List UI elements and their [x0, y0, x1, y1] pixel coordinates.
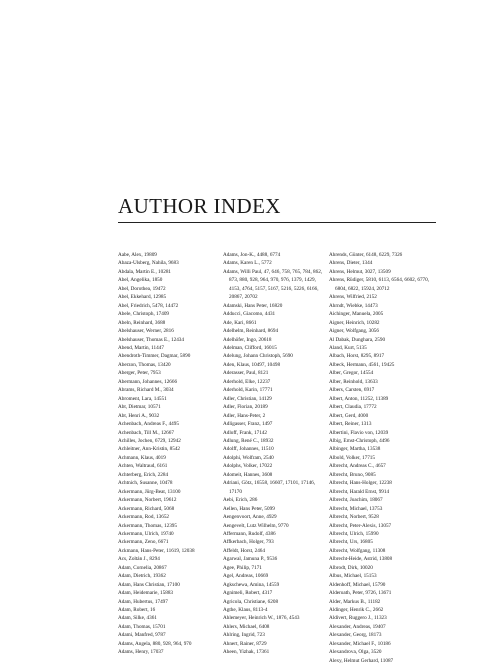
index-entry: Abel, Ekkehard, 12985	[118, 294, 167, 301]
index-entry: Affkerbach, Holger, 793	[223, 539, 274, 546]
index-entry: Aellen, Hans Peter, 5099	[223, 505, 275, 512]
index-entry: Ahrens, Rüdiger, 5810, 6113, 6564, 6602, 6770, 6804, 6822, 15924, 20712	[329, 277, 430, 292]
index-entry: Albert, Reiner, 1313	[329, 421, 372, 428]
index-entry: Abelshauser, Werner, 2816	[118, 328, 174, 335]
index-entry: Agricola, Christiane, 6208	[223, 598, 279, 605]
index-entry: Adloff, Frank, 17142	[223, 429, 267, 436]
index-entry: Alber, Reinhold, 13633	[329, 378, 378, 385]
index-entry: Adam, Hubertus, 17497	[118, 598, 168, 605]
index-entry: Adams, Jon-K., 4488, 6774	[223, 252, 281, 258]
index-entry: Adam, Heidemarie, 15883	[118, 590, 174, 597]
index-entry: Albrecht, Hans-Holger, 12238	[329, 480, 392, 487]
index-entry: Ackermann, Ulrich, 19740	[118, 530, 174, 537]
index-entry: Aichinger, Manuela, 2005	[329, 311, 384, 318]
index-entry: Albert, Claudia, 17772	[329, 404, 377, 411]
index-entry: Ackermann, Richard, 5068	[118, 505, 175, 512]
index-entry: Abelshauser, Thomas E., 12434	[118, 336, 184, 343]
index-entry: Adolphs, Volker, 17022	[223, 463, 273, 470]
index-entry: Aigner, Heinrich, 10282	[329, 319, 380, 326]
index-entry: Aengenvoort, Anne, 4929	[223, 514, 277, 521]
index-entry: Abdala, Martin E., 10281	[118, 268, 172, 275]
index-entry: Abroment, Lara, 14551	[118, 395, 167, 402]
index-entry: Ahrends, Günter, 6148, 6229, 7326	[329, 252, 403, 258]
index-entry: Alber, Gregor, 14554	[329, 370, 374, 377]
index-entry: Adler, Florian, 20189	[223, 404, 268, 411]
index-entry: Albrodt, Dirk, 10020	[329, 564, 373, 571]
index-entry: Al Dabak, Dunghara, 2590	[329, 336, 386, 343]
index-entry: Alexy, Helmut Gerhard, 11087	[329, 657, 394, 664]
index-entry: Adam, Thomas, 15701	[118, 623, 166, 630]
index-entry: Abaza-Ulsberg, Nahila, 9683	[118, 260, 179, 267]
index-column-2	[223, 251, 325, 657]
index-entry: Aland, Kurt, 5135	[329, 344, 367, 351]
index-entry: Adam, Cornelia, 20867	[118, 564, 167, 571]
index-entry: Aberger, Peter, 7953	[118, 370, 161, 377]
index-entry: Abt, Henri A., 9032	[118, 412, 160, 419]
index-entry: Abrams, Richard M., 3034	[118, 387, 174, 394]
index-entry: Aheen, Yizhak, 17361	[223, 649, 270, 656]
index-entry: Achleitner, Ann-Kristin, 8542	[118, 446, 181, 453]
index-entry: Adam, Silke, 4361	[118, 615, 157, 622]
index-entry: Agarwal, Jamuna P., 9536	[223, 556, 278, 563]
index-entry: Aengevelt, Lutz Wilhelm, 9770	[223, 522, 289, 529]
index-entry: Adligasser, Franz, 1497	[223, 421, 273, 428]
index-entry: Albold, Volker, 17715	[329, 454, 375, 461]
index-entry: Achtnich, Susanne, 10478	[118, 480, 173, 487]
index-entry: Achmann, Klaus, 4019	[118, 454, 166, 461]
index-entry: Agkschewa, Amina, 14559	[223, 581, 280, 588]
index-entry: Achten, Waltraud, 6161	[118, 463, 168, 470]
index-entry: Albrecht, Urs, 16805	[329, 539, 373, 546]
index-entry: Aigner, Wolfgang, 3056	[329, 328, 379, 335]
index-entry: Ahlers, Michael, 6408	[223, 623, 270, 630]
title-rule	[118, 222, 436, 223]
index-entry: Ahrens, Wilfried, 2152	[329, 294, 377, 301]
index-entry: Achenbach, Till M., 12667	[118, 429, 174, 436]
index-entry: Ahnert, Rainer, 8729	[223, 640, 267, 647]
index-entry: Aderhold, Elke, 12237	[223, 378, 271, 385]
index-entry: Aberzon, Thomas, 13420	[118, 361, 171, 368]
index-entry: Aldenhoff, Michael, 15790	[329, 581, 386, 588]
index-entry: Adelman, Clifford, 16015	[223, 344, 277, 351]
index-entry: Adams, Willi Paul, 47, 646, 758, 765, 784, 862, 873, 880, 928, 964, 970, 976, 1379, 1429, 4153, 4764, 5157, 5167, 5216, 5226, 6166, 20867, 20702	[223, 268, 323, 301]
index-entry: Albert, Gerd, 4000	[329, 412, 369, 419]
index-entry: Adams, Angela, 880, 928, 964, 970	[118, 640, 192, 647]
index-entry: Aderhold, Karin, 17771	[223, 387, 273, 394]
index-entry: Agthe, Klaus, 8113-4	[223, 607, 268, 614]
index-entry: Adam, Robert, 16	[118, 607, 156, 614]
index-entry: Adriani, Götz, 16558, 16607, 17101, 17146, 17170	[223, 480, 316, 495]
index-entry: Adolff, Johannes, 11510	[223, 446, 274, 453]
index-entry: Abt, Dietmar, 10571	[118, 404, 161, 411]
index-entry: Albertini, Flavio von, 12039	[329, 429, 389, 436]
index-entry: Ahrndt, Wiebke, 14473	[329, 302, 378, 309]
index-entry: Abel, Dorothea, 19472	[118, 285, 166, 292]
index-entry: Ackermann, Rod, 13652	[118, 514, 170, 521]
index-entry: Adami, Manfred, 9787	[118, 632, 166, 639]
index-entry: Achterberg, Erich, 2284	[118, 471, 169, 478]
index-entry: Adam, Dietrich, 19362	[118, 573, 166, 580]
index-entry: Ackmann, Hans-Peter, 11619, 12038	[118, 547, 195, 554]
index-entry: Alder, Markus B., 11182	[329, 598, 381, 605]
index-entry: Aderasser, Paul, 8121	[223, 370, 269, 377]
index-entry: Adler, Christian, 14129	[223, 395, 272, 402]
index-entry: Albers, Carsten, 6917	[329, 387, 375, 394]
index-entry: Adducci, Giacomo, 4431	[223, 311, 276, 318]
index-entry: Aabe, Alex, 19809	[118, 252, 157, 258]
index-entry: Albrecht, Peter-Alexis, 13057	[329, 522, 392, 529]
index-entry: Albach, Horst, 8295, 8917	[329, 353, 385, 360]
index-entry: Albrecht, Wolfgang, 11308	[329, 547, 386, 554]
index-entry: Affeldt, Horst, 2464	[223, 547, 265, 554]
index-entry: Aldinger, Henrik C., 2662	[329, 607, 384, 614]
index-entry: Abel, Angelika, 1850	[118, 277, 163, 284]
index-entry: Achilles, Jochen, 6729, 12942	[118, 437, 181, 444]
index-entry: Ackermann, Zeno, 6671	[118, 539, 169, 546]
index-entry: Ade, Kari, 8661	[223, 319, 257, 326]
index-entry: Acs, Zoltán J., 8294	[118, 556, 160, 563]
index-entry: Aden, Klaus, 10497, 10498	[223, 361, 281, 368]
index-entry: Achenbach, Andreas F., 4495	[118, 421, 179, 428]
index-entry: Albinger, Martha, 13538	[329, 446, 381, 453]
index-column-1	[118, 251, 220, 657]
index-entry: Adomeit, Hannes, 3608	[223, 471, 273, 478]
index-entry: Albrecht, Joachim, 18067	[329, 497, 383, 504]
index-entry: Adolphi, Wolfram, 2540	[223, 454, 274, 461]
index-entry: Albert, Anton, 11252, 11389	[329, 395, 389, 402]
index-entry: Alderoath, Peter, 9726, 13671	[329, 590, 392, 597]
index-entry: Ackermann, Thomas, 12395	[118, 522, 177, 529]
index-entry: Abendroth-Timmer, Dagmar, 5890	[118, 353, 191, 360]
index-entry: Alexander, Michael F., 10186	[329, 640, 391, 647]
index-entry: Albrecht, Bruno, 9085	[329, 471, 376, 478]
index-entry: Albrecht-Heide, Astrid, 13808	[329, 556, 393, 563]
index-entry: Agel, Andreas, 10669	[223, 573, 269, 580]
index-entry: Abel, Friedrich, 5478, 14472	[118, 302, 179, 309]
index-entry: Albrecht, Norbert, 9528	[329, 514, 379, 521]
index-entry: Abeln, Reinhard, 3688	[118, 319, 166, 326]
index-column-3	[329, 251, 431, 665]
index-entry: Abermann, Johannes, 12666	[118, 378, 178, 385]
index-entry: Albrecht, Michael, 13753	[329, 505, 383, 512]
index-entry: Ahlemeyer, Heinrich W., 1876, 4543	[223, 615, 300, 622]
index-entry: Aldivert, Ruggero J., 11323	[329, 615, 387, 622]
index-entry: Adlung, René C., 18932	[223, 437, 274, 444]
index-entry: Affermann, Rudolf, 4386	[223, 530, 276, 537]
index-entry: Ahrens, Helmut, 3027, 13509	[329, 268, 391, 275]
index-entry: Adams, Henry, 17037	[118, 649, 164, 656]
index-entry: Ahrens, Dieter, 1344	[329, 260, 373, 267]
index-entry: Alexander, Andreas, 19407	[329, 623, 386, 630]
index-entry: Albrecht, Ulrich, 15990	[329, 530, 379, 537]
index-entry: Abend, Martin, 11447	[118, 344, 164, 351]
index-entry: Albeck, Hermann, 4561, 19425	[329, 361, 395, 368]
index-entry: Adam, Hans Christian, 17100	[118, 581, 180, 588]
index-entry: Alexandrova, Olga, 3520	[329, 649, 382, 656]
index-entry: Alexander, Georg, 18173	[329, 632, 382, 639]
index-entry: Adelhöfer, Ingo, 20618	[223, 336, 272, 343]
index-entry: Ahlring, Ingrid, 723	[223, 632, 265, 639]
index-entry: Abele, Christoph, 17409	[118, 311, 170, 318]
index-entry: Albrecht, Andreas C., 4657	[329, 463, 386, 470]
index-entry: Albrecht, Harald Ernst, 9914	[329, 488, 390, 495]
index-entry: Aebi, Erich, 286	[223, 497, 258, 504]
index-entry: Ackermann, Jürg-Beat, 13100	[118, 488, 181, 495]
index-entry: Adamski, Hans Peter, 16820	[223, 302, 283, 309]
index-entry: Adams, Karen L., 5772	[223, 260, 272, 267]
index-entry: Albus, Michael, 15153	[329, 573, 377, 580]
index-entry: Ackermann, Norbert, 19612	[118, 497, 177, 504]
index-entry: Agee, Philip, 7171	[223, 564, 262, 571]
index-entry: Adelhelm, Reinhard, 8694	[223, 328, 279, 335]
page-title: AUTHOR INDEX	[118, 194, 281, 218]
index-entry: Adler, Hans-Peter, 2	[223, 412, 266, 419]
index-entry: Agnimeli, Robert, 4317	[223, 590, 273, 597]
index-entry: Albig, Ernst-Christoph, 4496	[329, 437, 390, 444]
index-entry: Adelung, Johann Christoph, 5690	[223, 353, 293, 360]
